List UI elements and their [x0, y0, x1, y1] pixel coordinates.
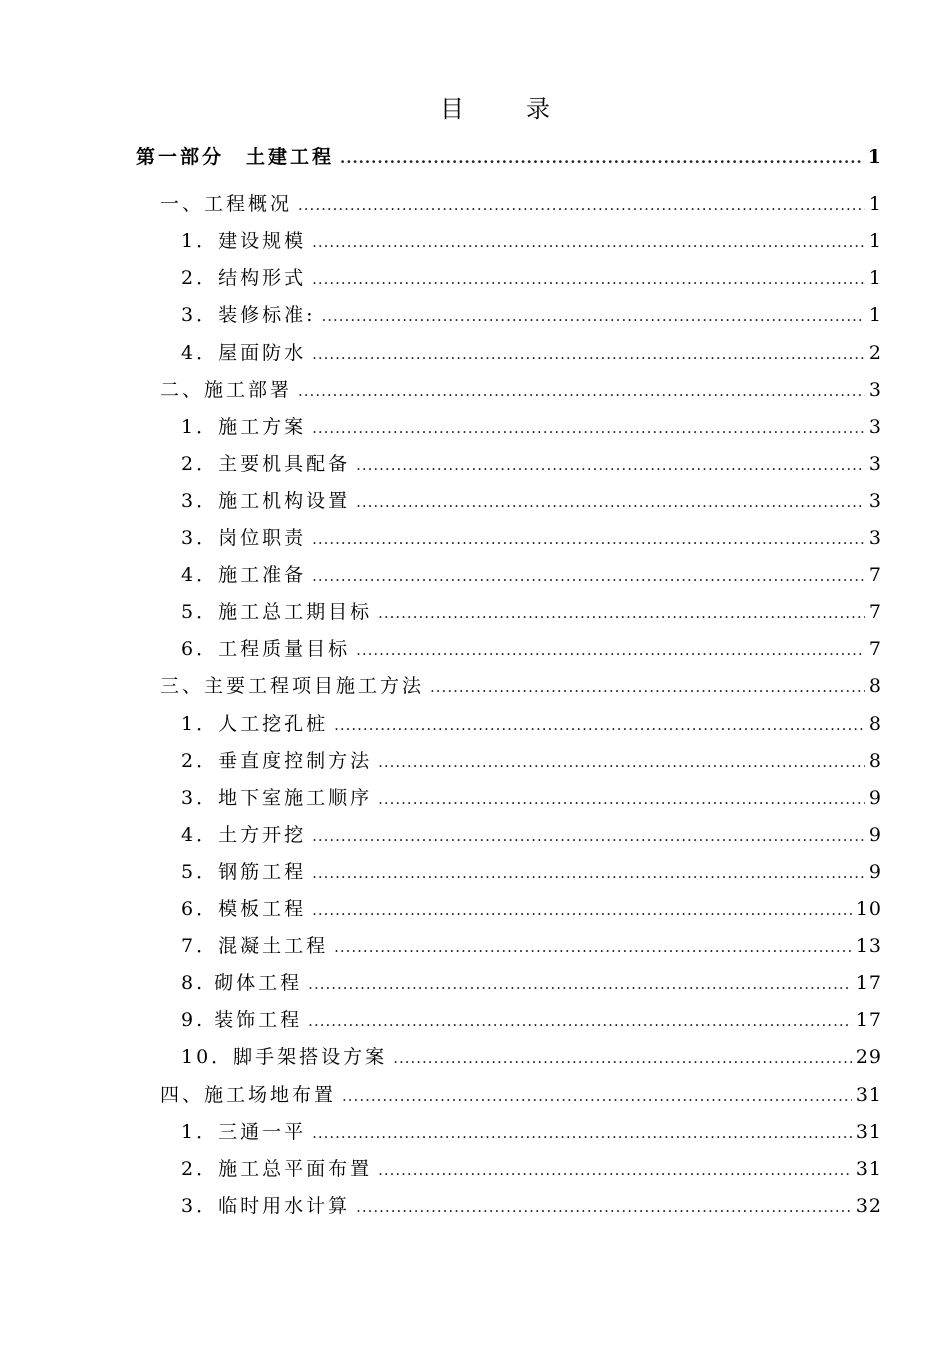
toc-leader-dots	[334, 929, 852, 966]
toc-entry[interactable]	[181, 891, 882, 928]
toc-entry[interactable]	[181, 631, 882, 668]
toc-leader-dots	[312, 558, 865, 595]
toc-entry-page-number: 3	[868, 527, 882, 549]
toc-entry[interactable]	[181, 965, 882, 1002]
toc-leader-dots	[393, 1040, 852, 1077]
toc-leader-dots	[308, 1003, 852, 1040]
toc-entry-page-number: 8	[868, 712, 882, 735]
toc-entry-page-number: 29	[855, 1046, 882, 1069]
toc-entry-page-number: 3	[868, 452, 882, 475]
toc-entry[interactable]	[181, 557, 882, 594]
toc-entry-label: 第一部分 土建工程	[136, 146, 335, 168]
toc-leader-dots	[356, 447, 865, 484]
toc-entry-label: 一、工程概况	[160, 193, 293, 216]
toc-title-char-1: 目	[440, 95, 464, 123]
toc-leader-dots	[312, 224, 865, 261]
toc-entry[interactable]	[181, 335, 882, 372]
toc-entry-label: 3．岗位职责	[181, 527, 307, 549]
toc-entry-label: 5．钢筋工程	[181, 860, 307, 883]
toc-entry-label: 2．垂直度控制方法	[181, 749, 373, 772]
toc-entry-page-number: 17	[855, 972, 882, 995]
toc-title-char-2: 录	[526, 95, 550, 123]
toc-entry[interactable]	[181, 1002, 882, 1039]
toc-entry-label: 6．工程质量目标	[181, 638, 351, 661]
toc-entry-label: 4．屋面防水	[181, 341, 307, 364]
toc-entry-label: 4．施工准备	[181, 564, 307, 587]
toc-entry[interactable]	[160, 668, 882, 705]
toc-entry[interactable]	[181, 1039, 882, 1076]
toc-leader-dots	[312, 818, 865, 855]
toc-entry-page-number: 7	[868, 601, 882, 624]
toc-entry-page-number: 10	[855, 898, 882, 920]
toc-leader-dots	[356, 484, 865, 521]
toc-entry-label: 1．人工挖孔桩	[181, 712, 329, 735]
toc-leader-dots	[378, 781, 865, 818]
toc-entry-label: 9. 装饰工程	[181, 1009, 303, 1032]
toc-entry[interactable]	[181, 1188, 882, 1225]
toc-entry-label: 5．施工总工期目标	[181, 601, 373, 624]
toc-entry-page-number: 1	[868, 267, 882, 290]
toc-leader-dots	[308, 966, 852, 1003]
toc-entry[interactable]	[181, 743, 882, 780]
toc-entry-page-number: 7	[868, 564, 882, 587]
toc-entry-page-number: 32	[855, 1194, 882, 1217]
toc-entry[interactable]	[160, 1077, 882, 1114]
toc-entry-label: 3．装修标准:	[181, 304, 316, 327]
toc-entry-page-number: 3	[868, 415, 882, 438]
toc-leader-dots	[378, 1152, 852, 1189]
toc-entry-label: 10．脚手架搭设方案	[181, 1046, 388, 1069]
toc-entry-label: 二、施工部署	[160, 378, 293, 401]
toc-entry-label: 8. 砌体工程	[181, 972, 303, 995]
toc-leader-dots	[312, 521, 865, 558]
toc-entry-page-number: 3	[868, 378, 882, 401]
toc-entry-page-number: 17	[855, 1009, 882, 1032]
toc-entry[interactable]	[181, 594, 882, 631]
toc-leader-dots	[430, 669, 865, 706]
toc-entry-page-number: 1	[868, 193, 882, 216]
toc-leader-dots	[312, 261, 865, 298]
toc-leader-dots	[342, 1078, 852, 1115]
toc-leader-dots	[312, 1115, 852, 1152]
toc-entry-label: 三、主要工程项目施工方法	[160, 675, 425, 698]
toc-entry[interactable]	[181, 780, 882, 817]
toc-entry-label: 四、施工场地布置	[160, 1083, 337, 1106]
toc-entry[interactable]	[160, 372, 882, 409]
toc-entry-label: 2．施工总平面布置	[181, 1157, 373, 1180]
toc-entry[interactable]	[181, 706, 882, 743]
toc-entry-label: 1．建设规模	[181, 230, 307, 253]
toc-leader-dots	[356, 1189, 852, 1226]
toc-entry-page-number: 8	[868, 675, 882, 698]
toc-entry-label: 1．施工方案	[181, 415, 307, 438]
toc-leader-dots	[378, 744, 865, 781]
toc-entry-label: 4．土方开挖	[181, 823, 307, 846]
toc-entry[interactable]	[181, 260, 882, 297]
toc-leader-dots	[298, 187, 865, 224]
toc-leader-dots	[334, 707, 865, 744]
toc-entry-label: 3．施工机构设置	[181, 489, 351, 512]
toc-entry-page-number: 7	[868, 638, 882, 661]
toc-entry[interactable]	[181, 446, 882, 483]
toc-entry-page-number: 1	[868, 230, 882, 253]
toc-entry[interactable]	[181, 483, 882, 520]
toc-entry[interactable]	[181, 854, 882, 891]
toc-entry-page-number: 13	[855, 935, 882, 958]
toc-entry-label: 1．三通一平	[181, 1120, 307, 1143]
toc-entry[interactable]	[181, 297, 882, 334]
toc-leader-dots	[312, 410, 865, 447]
toc-entry[interactable]	[136, 139, 882, 176]
toc-entry-label: 2．结构形式	[181, 267, 307, 290]
toc-entry-page-number: 31	[855, 1120, 882, 1143]
toc-entry-page-number: 1	[867, 146, 882, 168]
toc-entry[interactable]	[181, 409, 882, 446]
toc-leader-dots	[312, 336, 865, 373]
toc-entry-label: 3．临时用水计算	[181, 1194, 351, 1217]
toc-entry[interactable]	[181, 1114, 882, 1151]
toc-leader-dots	[356, 632, 865, 669]
toc-entry[interactable]	[181, 223, 882, 260]
toc-entry-label: 6．模板工程	[181, 898, 307, 920]
toc-entry-page-number: 31	[855, 1157, 882, 1180]
toc-entry[interactable]	[181, 1151, 882, 1188]
toc-title	[0, 92, 950, 126]
toc-entry[interactable]	[181, 928, 882, 965]
toc-entry-label: 3．地下室施工顺序	[181, 786, 373, 809]
toc-entry-page-number: 1	[868, 304, 882, 327]
toc-entry-page-number: 8	[868, 749, 882, 772]
toc-entry[interactable]	[160, 186, 882, 223]
toc-entry-page-number: 9	[868, 860, 882, 883]
toc-leader-dots	[298, 373, 865, 410]
toc-leader-dots	[312, 892, 852, 929]
toc-entry-page-number: 9	[868, 786, 882, 809]
toc-entry-label: 2．主要机具配备	[181, 452, 351, 475]
toc-entry[interactable]	[181, 817, 882, 854]
toc-entry-page-number: 31	[855, 1083, 882, 1106]
toc-leader-dots	[340, 140, 864, 177]
toc-entry[interactable]	[181, 520, 882, 557]
toc-entry-page-number: 2	[868, 341, 882, 364]
toc-leader-dots	[378, 595, 865, 632]
toc-entry-label: 7．混凝土工程	[181, 935, 329, 958]
toc-leader-dots	[322, 298, 865, 335]
toc-entry-page-number: 9	[868, 823, 882, 846]
toc-entry-page-number: 3	[868, 489, 882, 512]
toc-leader-dots	[312, 855, 865, 892]
